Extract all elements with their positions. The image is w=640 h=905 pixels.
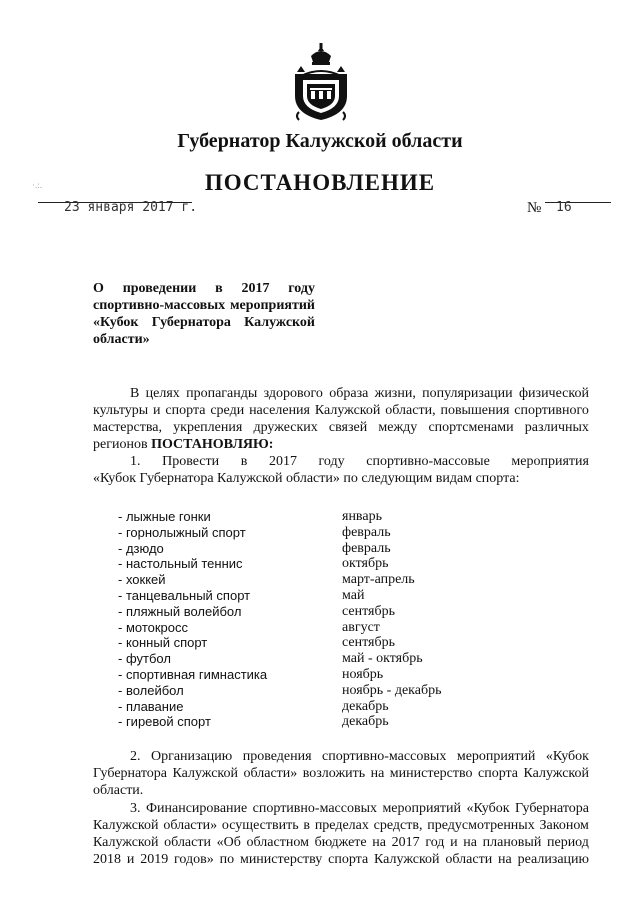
sport-name: - горнолыжный спорт [118, 524, 246, 540]
text-line [93, 436, 589, 453]
text-line: области. [93, 783, 144, 798]
subject-word: мероприятий [229, 298, 315, 313]
sport-name: - хоккей [118, 572, 166, 588]
text-line: Калужской области» осуществить в пределах средств, предусмотренных Законом [93, 818, 589, 833]
item-1-first-line [93, 453, 589, 470]
sport-name: - плавание [118, 698, 184, 714]
text-line: Губернатора Калужской области» возложить на министерство спорта Калужской [93, 766, 589, 781]
sport-name: - лыжные гонки [118, 509, 211, 524]
document-subject [93, 280, 315, 348]
sport-month: октябрь [342, 556, 389, 572]
text-line: культуры и спорта среди населения Калужской области, повышения спортивного [93, 403, 589, 418]
decree-word: ПОСТАНОВЛЯЮ: [151, 437, 274, 452]
sport-row [118, 683, 478, 699]
subject-word: области» [93, 332, 150, 347]
text-word: Провести [162, 454, 220, 469]
sport-row [118, 651, 478, 667]
sport-month: февраль [342, 524, 391, 540]
scan-speck: ·.:. [32, 180, 42, 190]
sports-schedule-list [118, 509, 478, 730]
sport-name: - футбол [118, 651, 171, 667]
sport-row [118, 714, 478, 730]
subject-line [93, 331, 315, 348]
sport-row [118, 572, 478, 588]
text-line: 2018 и 2019 годов» по министерству спорта Калужской области на реализацию [93, 852, 589, 867]
sport-month: ноябрь - декабрь [342, 682, 442, 698]
sport-row [118, 541, 478, 557]
sport-name: - гиревой спорт [118, 714, 211, 730]
sport-row [118, 699, 478, 715]
sport-month: сентябрь [342, 603, 395, 619]
sport-name: - пляжный волейбол [118, 603, 242, 619]
document-number: 16 [556, 200, 572, 215]
subject-word: в [215, 281, 223, 296]
subject-word: спортивно-массовых [93, 298, 226, 313]
subject-word: году [288, 281, 315, 296]
text-line: «Кубок Губернатора Калужской области» по следующим видам спорта: [93, 471, 520, 486]
sport-name: - волейбол [118, 682, 184, 698]
sport-name: - конный спорт [118, 635, 208, 651]
coat-of-arms-icon [291, 42, 351, 122]
sport-row [118, 667, 478, 683]
authority-title: Губернатор Калужской области [177, 130, 463, 152]
sport-month: ноябрь [342, 666, 384, 682]
text-line: 2. Организацию проведения спортивно-массовых мероприятий «Кубок [130, 749, 589, 764]
text-word: мероприятия [511, 454, 589, 469]
sport-month: март-апрель [342, 572, 415, 588]
sport-name: - настольный теннис [118, 556, 243, 572]
sport-row [118, 620, 478, 636]
subject-word: Губернатора [151, 315, 231, 330]
text-line: 3. Финансирование спортивно-массовых мероприятий «Кубок Губернатора [130, 801, 589, 816]
sport-row [118, 509, 478, 525]
sport-row [118, 525, 478, 541]
sport-month: февраль [342, 540, 391, 556]
sport-month: май - октябрь [342, 651, 423, 667]
document-date: 23 января 2017 г. [64, 200, 198, 215]
sport-row [118, 588, 478, 604]
text-word: году [318, 454, 345, 469]
subject-line [93, 280, 315, 297]
subject-word: проведении [122, 281, 197, 296]
item-3-paragraph [93, 800, 589, 868]
sport-month: декабрь [342, 698, 389, 714]
sport-month: январь [342, 509, 382, 524]
text-word: 2017 [268, 454, 297, 469]
number-label: № [527, 200, 542, 216]
sport-row [118, 604, 478, 620]
preamble-paragraph [93, 385, 589, 487]
item-2-paragraph [93, 748, 589, 799]
subject-line [93, 297, 315, 314]
sport-row [118, 635, 478, 651]
text-line: мастерства, укрепления дружеских связей между спортсменами различных [93, 420, 589, 435]
sport-name: - дзюдо [118, 540, 164, 556]
sport-row [118, 556, 478, 572]
text-line: В целях пропаганды здорового образа жизни, популяризации физической [130, 386, 589, 401]
subject-word: Калужской [244, 315, 315, 330]
text-word: в [240, 454, 248, 469]
item-number: 1. [130, 454, 141, 469]
text-word: спортивно-массовые [366, 454, 490, 469]
sport-month: декабрь [342, 714, 389, 730]
sport-name: - спортивная гимнастика [118, 666, 268, 682]
number-underline [545, 202, 611, 203]
sport-month: август [342, 619, 380, 635]
subject-word: 2017 [241, 281, 270, 296]
subject-word: О [93, 281, 104, 296]
text-fragment: регионов [93, 437, 152, 452]
subject-line [93, 314, 315, 331]
text-line: Калужской области «Об областном бюджете на 2017 год и на плановый период [93, 835, 589, 850]
sport-name: - мотокросс [118, 619, 189, 635]
sport-month: май [342, 587, 365, 603]
sport-name: - танцевальный спорт [118, 587, 251, 603]
document-type-title: ПОСТАНОВЛЕНИЕ [204, 170, 436, 195]
subject-word: «Кубок [93, 315, 139, 330]
sport-month: сентябрь [342, 635, 395, 651]
